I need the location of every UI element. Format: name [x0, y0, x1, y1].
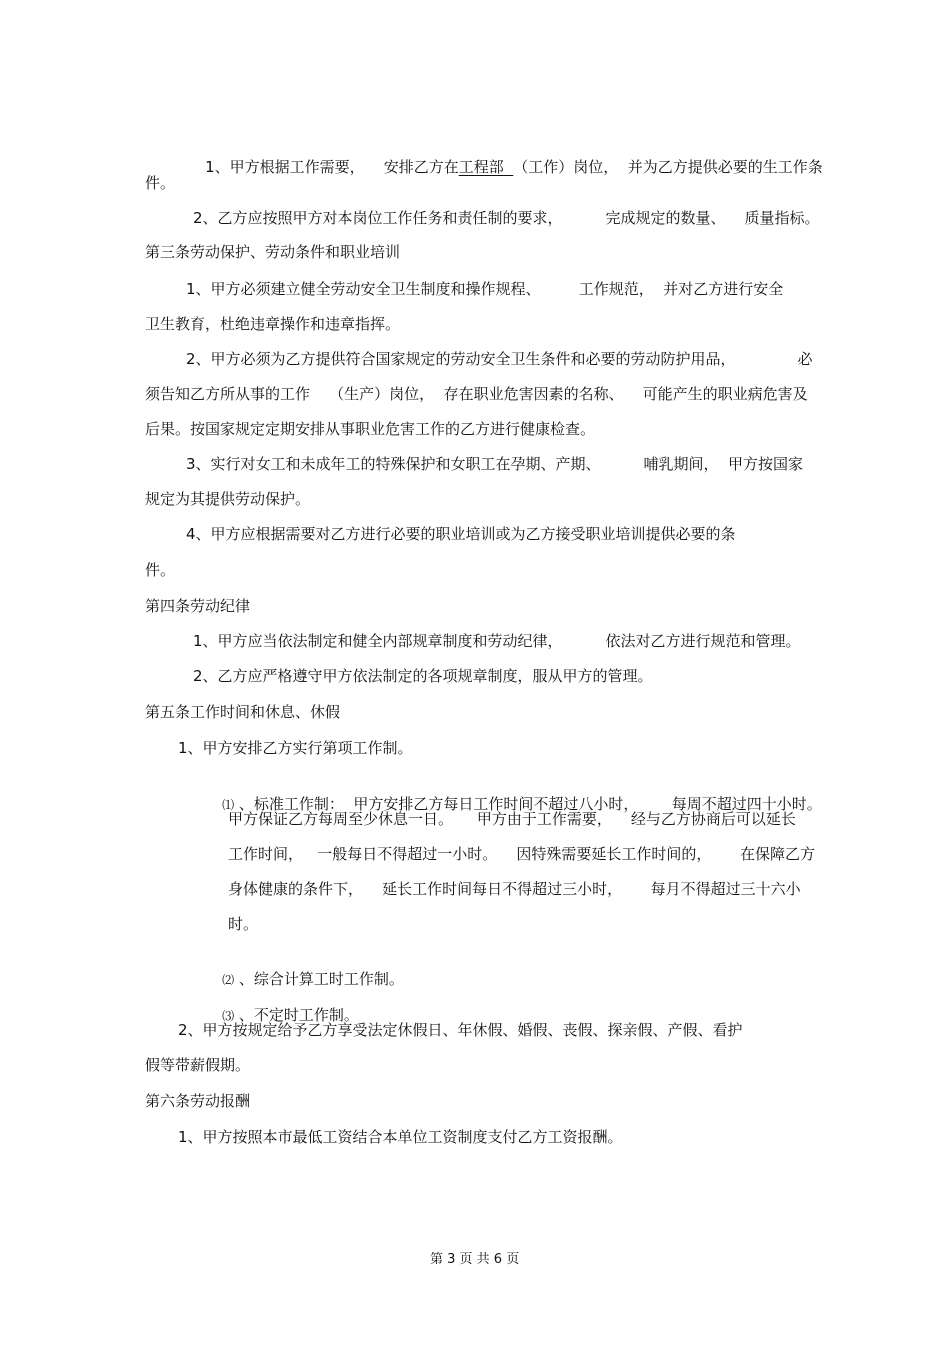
sub-item-line: 工作时间， 一般每日不得超过一小时。 因特殊需要延长工作时间的， 在保障乙方 — [228, 845, 815, 863]
paragraph-line: 1、甲方安排乙方实行第项工作制。 — [178, 739, 413, 757]
paragraph-line: 件。 — [145, 561, 176, 579]
paragraph-line: 2、乙方应严格遵守甲方依法制定的各项规章制度，服从甲方的管理。 — [193, 667, 653, 685]
underlined-department: 工程部 — [458, 158, 514, 176]
section-heading: 第五条工作时间和休息、休假 — [145, 703, 341, 721]
text-span: 、不定时工作制。 — [238, 1006, 359, 1024]
paragraph-line: 2、乙方应按照甲方对本岗位工作任务和责任制的要求， 完成规定的数量、 质量指标。 — [193, 209, 820, 227]
paragraph-line: 规定为其提供劳动保护。 — [145, 490, 311, 508]
section-heading: 第六条劳动报酬 — [145, 1092, 251, 1110]
paragraph-line: 1、甲方必须建立健全劳动安全卫生制度和操作规程、 工作规范， 并对乙方进行安全 — [186, 280, 784, 298]
paragraph-line: 1、甲方应当依法制定和健全内部规章制度和劳动纪律， 依法对乙方进行规范和管理。 — [193, 632, 801, 650]
text-span: 、综合计算工时工作制。 — [238, 970, 404, 988]
paragraph-line: 后果。按国家规定定期安排从事职业危害工作的乙方进行健康检查。 — [145, 420, 596, 438]
paragraph-line: 件。 — [145, 174, 176, 192]
paragraph-line: 3、实行对女工和未成年工的特殊保护和女职工在孕期、产期、 哺乳期间， 甲方按国家 — [186, 455, 803, 473]
item-number: ⑴ — [222, 798, 235, 812]
paragraph-line: 2、甲方按规定给予乙方享受法定休假日、年休假、婚假、丧假、探亲假、产假、看护 — [178, 1021, 743, 1039]
paragraph-line: 假等带薪假期。 — [145, 1056, 251, 1074]
section-heading: 第四条劳动纪律 — [145, 597, 251, 615]
item-number: ⑵ — [222, 973, 235, 987]
section-heading: 第三条劳动保护、劳动条件和职业培训 — [145, 243, 401, 261]
text-span: 1、甲方根据工作需要， 安排乙方在 — [205, 158, 459, 176]
item-number: ⑶ — [222, 1009, 235, 1023]
paragraph-line: 卫生教育，杜绝违章操作和违章指挥。 — [145, 315, 401, 333]
sub-item-line: 时。 — [228, 915, 259, 933]
paragraph-line: 4、甲方应根据需要对乙方进行必要的职业培训或为乙方接受职业培训提供必要的条 — [186, 525, 736, 543]
paragraph-line: 1、甲方按照本市最低工资结合本单位工资制度支付乙方工资报酬。 — [178, 1128, 623, 1146]
text-span: （工作）岗位， 并为乙方提供必要的生工作条 — [513, 158, 823, 176]
page-number-footer: 第 3 页 共 6 页 — [430, 1252, 520, 1267]
sub-item-line: 身体健康的条件下， 延长工作时间每日不得超过三小时， 每月不得超过三十六小 — [228, 880, 801, 898]
text-span: 、标准工作制： 甲方安排乙方每日工作时间不超过八小时， 每周不超过四十小时。 — [238, 795, 822, 813]
paragraph-line: 2、甲方必须为乙方提供符合国家规定的劳动安全卫生条件和必要的劳动防护用品， 必 — [186, 350, 813, 368]
paragraph-line: 须告知乙方所从事的工作 （生产）岗位， 存在职业危害因素的名称、 可能产生的职业病危害及 — [145, 385, 808, 403]
paragraph-line — [186, 137, 823, 197]
sub-item-line: 甲方保证乙方每周至少休息一日。 甲方由于工作需要， 经与乙方协商后可以延长 — [228, 810, 796, 828]
